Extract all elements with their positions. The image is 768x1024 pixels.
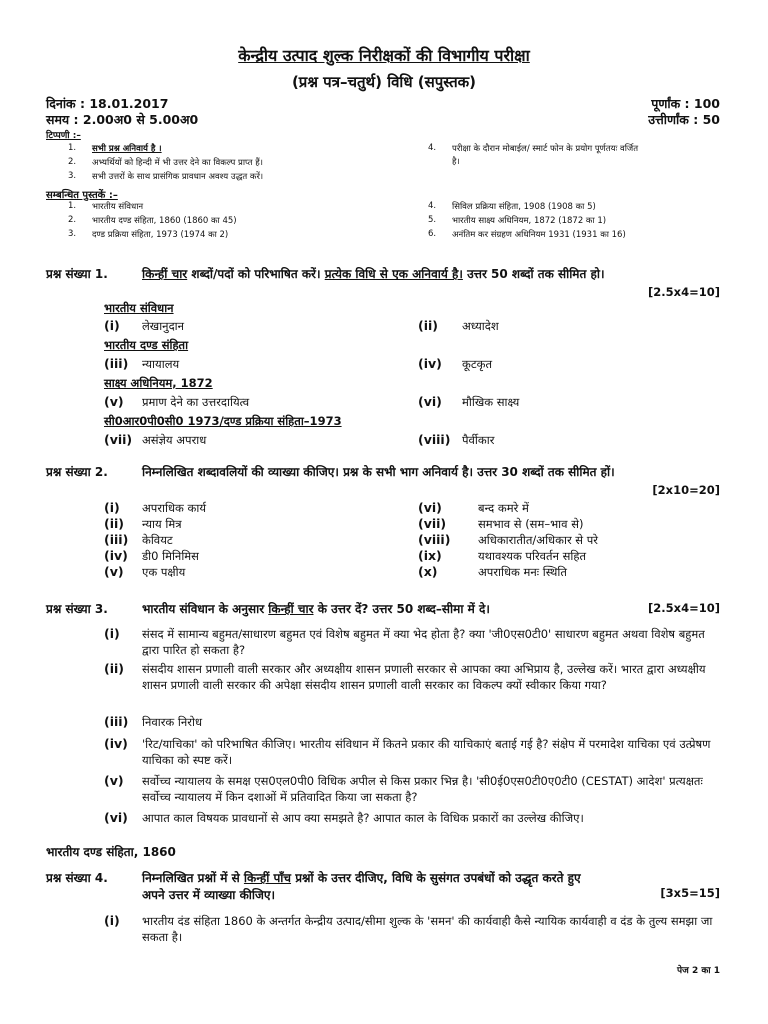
page-title: केन्द्रीय उत्पाद शुल्क निरीक्षकों की विभागीय परीक्षा: [238, 46, 530, 65]
question-label: प्रश्न संख्या 1.: [46, 267, 108, 281]
max-marks: पूर्णांक : 100: [651, 96, 720, 111]
section-title: भारतीय दण्ड संहिता: [104, 338, 189, 352]
item-number: (iv): [418, 356, 442, 371]
item-text: निवारक निरोध: [142, 715, 203, 729]
book-title: सिविल प्रक्रिया संहिता, 1908 (1908 का 5): [452, 202, 596, 212]
item-number: (iv): [104, 548, 128, 563]
question-label: प्रश्न संख्या 3.: [46, 602, 108, 616]
page-number: पेज 2 का 1: [677, 966, 720, 976]
note-text: सभी उत्तरों के साथ प्रासंगिक प्रावधान अवश्य उद्धत करें।: [92, 172, 264, 182]
item-number: (iii): [104, 714, 129, 729]
question-text: [142, 265, 605, 282]
section-title: सी0आर0पी0सी0 1973/दण्ड प्रक्रिया संहिता–1973: [104, 414, 342, 428]
book-title: अनंतिम कर संग्रहण अधिनियम 1931 (1931 का 16): [452, 230, 626, 240]
question-emphasis: किन्हीं पाँच: [243, 871, 292, 885]
question-label: प्रश्न संख्या 4.: [46, 871, 108, 885]
item-text: असंज्ञेय अपराध: [142, 433, 207, 447]
item-text: अपराधिक मनः स्थिति: [478, 565, 567, 579]
book-number: 4.: [428, 201, 437, 211]
item-text: समभाव से (सम–भाव से): [478, 517, 584, 531]
note-text: अभ्यर्थियों को हिन्दी में भी उत्तर देने का विकल्प प्राप्त हैं।: [92, 158, 263, 168]
item-number: (ix): [418, 548, 442, 563]
question-text: निम्नलिखित शब्दावलियों की व्याख्या कीजिए। प्रश्न के सभी भाग अनिवार्य है। उत्तर 30 शब्दों तक सीमित हों।: [142, 465, 615, 479]
books-heading: सम्बन्धित पुस्तकें :–: [46, 190, 118, 201]
book-number: 3.: [68, 229, 77, 239]
question-emphasis: किन्हीं चार: [142, 267, 188, 281]
section-heading: भारतीय दण्ड संहिता, 1860: [46, 845, 176, 859]
question-marks: [3x5=15]: [660, 886, 720, 900]
item-number: (vi): [104, 810, 128, 825]
question-marks: [2x10=20]: [652, 483, 720, 497]
item-number: (vii): [418, 516, 447, 531]
item-text: आपात काल विषयक प्रावधानों से आप क्या समझते है? आपात काल के विधिक प्रकारों का उल्लेख कीजिए।: [142, 811, 584, 825]
question-label: प्रश्न संख्या 2.: [46, 465, 108, 479]
item-number: (x): [418, 564, 438, 579]
item-number: (vi): [418, 500, 442, 515]
book-number: 5.: [428, 215, 437, 225]
exam-time: समय : 2.00अ0 से 5.00अ0: [46, 112, 199, 127]
item-number: (iii): [104, 356, 129, 371]
item-number: (ii): [104, 516, 124, 531]
item-text: 'रिट/याचिका' को परिभाषित कीजिए। भारतीय संविधान में कितने प्रकार की याचिकाएं बताई गई है? संक्षेप में परमादेश याचिका एवं उत्प्रेषण याचिका को स्पष्ट करें।: [142, 737, 711, 767]
item-number: (i): [104, 500, 120, 515]
item-number: (v): [104, 394, 124, 409]
book-title: भारतीय संविधान: [92, 202, 144, 212]
item-text: कूटकृत: [462, 357, 493, 371]
section-title: भारतीय संविधान: [104, 301, 174, 315]
question-text-part: प्रश्नों के उत्तर दीजिए, विधि के सुसंगत उपबंधों को उद्धृत करते हुए: [295, 871, 581, 885]
question-emphasis: प्रत्येक विधि से एक अनिवार्य है।: [324, 267, 463, 281]
item-text: प्रमाण देने का उत्तरदायित्व: [142, 395, 250, 409]
note-text: सभी प्रश्न अनिवार्य है ।: [92, 144, 162, 154]
item-number: (v): [104, 773, 124, 788]
item-text: लेखानुदान: [142, 319, 185, 333]
question-text-part: उत्तर 50 शब्दों तक सीमित हो।: [467, 267, 605, 281]
item-text: अपराधिक कार्य: [142, 501, 207, 515]
question-text-part: भारतीय संविधान के अनुसार: [142, 602, 265, 616]
item-text: डी0 मिनिमिस: [142, 549, 199, 563]
question-emphasis: किन्हीं चार: [268, 602, 314, 616]
exam-date: दिनांक : 18.01.2017: [46, 96, 169, 111]
item-text: सर्वोच्च न्यायालय के समक्ष एस0एल0पी0 विधिक अपील से किस प्रकार भिन्न है। 'सी0ई0एस0टी0ए0टी0 (CESTAT) आदेश' प्रत्यक्षतः सर्वोच्च न्यायालय में किन दशाओं में प्रतिवादित किया जा सकता है?: [142, 774, 703, 804]
item-text: संसद में सामान्य बहुमत/साधारण बहुमत एवं विशेष बहुमत में क्या भेद होता है? क्या 'जी0एस0टी0' साधारण बहुमत अथवा विशेष बहुमत द्वारा पारित हो सकता है?: [142, 627, 705, 657]
item-text: मौखिक साक्ष्य: [462, 395, 520, 409]
item-number: (i): [104, 318, 120, 333]
book-number: 6.: [428, 229, 437, 239]
item-text: केवियट: [142, 533, 173, 547]
item-text: न्याय मित्र: [142, 517, 182, 531]
book-title: भारतीय दण्ड संहिता, 1860 (1860 का 45): [92, 216, 237, 226]
question-text-continued: अपने उत्तर में व्याख्या कीजिए।: [142, 888, 276, 902]
item-text: संसदीय शासन प्रणाली वाली सरकार और अध्यक्षीय शासन प्रणाली सरकार से आपका क्या अभिप्राय है, उल्लेख करें। भारत द्वारा अध्यक्षीय शासन प्रणाली वाली सरकार की अपेक्षा संसदीय शासन प्रणाली वाली सरकार का विकल्प क्यों स्वीकार किया गया?: [142, 662, 706, 692]
question-text-part: शब्दों/पदों को परिभाषित करें।: [191, 267, 321, 281]
item-text: अध्यादेश: [462, 319, 499, 333]
item-number: (iv): [104, 736, 128, 751]
item-number: (iii): [104, 532, 129, 547]
note-number: 3.: [68, 171, 77, 181]
note-text: परीक्षा के दौरान मोबाईल/ स्मार्ट फोन के प्रयोग पूर्णतयः वर्जित: [452, 144, 639, 154]
question-marks: [2.5x4=10]: [648, 285, 720, 299]
item-text: यथावश्यक परिवर्तन सहित: [478, 549, 587, 563]
page-subtitle: (प्रश्न पत्र–चतुर्थ) विधि (सपुस्तक): [291, 73, 477, 91]
note-text-continued: है।: [452, 157, 460, 167]
question-text: [142, 600, 490, 617]
item-number: (ii): [104, 661, 124, 676]
item-text: भारतीय दंड संहिता 1860 के अन्तर्गत केन्द्रीय उत्पाद/सीमा शुल्क के 'समन' की कार्यवाही कैसे न्यायिक कार्यवाही व दंड के तुल्य समझा जा सकता है।: [142, 914, 713, 944]
item-text: एक पक्षीय: [142, 565, 186, 579]
item-number: (v): [104, 564, 124, 579]
pass-marks: उत्तीर्णांक : 50: [648, 112, 720, 127]
note-number: 2.: [68, 157, 77, 167]
book-title: भारतीय साक्ष्य अधिनियम, 1872 (1872 का 1): [452, 216, 607, 226]
note-number: 1.: [68, 143, 77, 153]
book-number: 2.: [68, 215, 77, 225]
book-title: दण्ड प्रक्रिया संहिता, 1973 (1974 का 2): [92, 230, 229, 240]
section-title: साक्ष्य अधिनियम, 1872: [104, 376, 213, 390]
question-text-part: निम्नलिखित प्रश्नों में से: [142, 871, 240, 885]
item-number: (viii): [418, 432, 451, 447]
item-number: (i): [104, 913, 120, 928]
item-text: अधिकारातीत/अधिकार से परे: [478, 533, 598, 547]
book-number: 1.: [68, 201, 77, 211]
item-text: बन्द कमरे में: [478, 501, 529, 515]
item-number: (ii): [418, 318, 438, 333]
question-marks: [2.5x4=10]: [648, 601, 720, 615]
question-text-part: के उत्तर दें? उत्तर 50 शब्द–सीमा में दे।: [317, 602, 490, 616]
item-text: न्यायालय: [142, 357, 180, 371]
question-text: [142, 869, 581, 886]
item-number: (vi): [418, 394, 442, 409]
notes-heading: टिप्पणी :–: [46, 131, 81, 141]
item-text: पैर्वीकार: [462, 433, 495, 447]
item-number: (i): [104, 626, 120, 641]
item-number: (vii): [104, 432, 133, 447]
item-number: (viii): [418, 532, 451, 547]
note-number: 4.: [428, 143, 437, 153]
